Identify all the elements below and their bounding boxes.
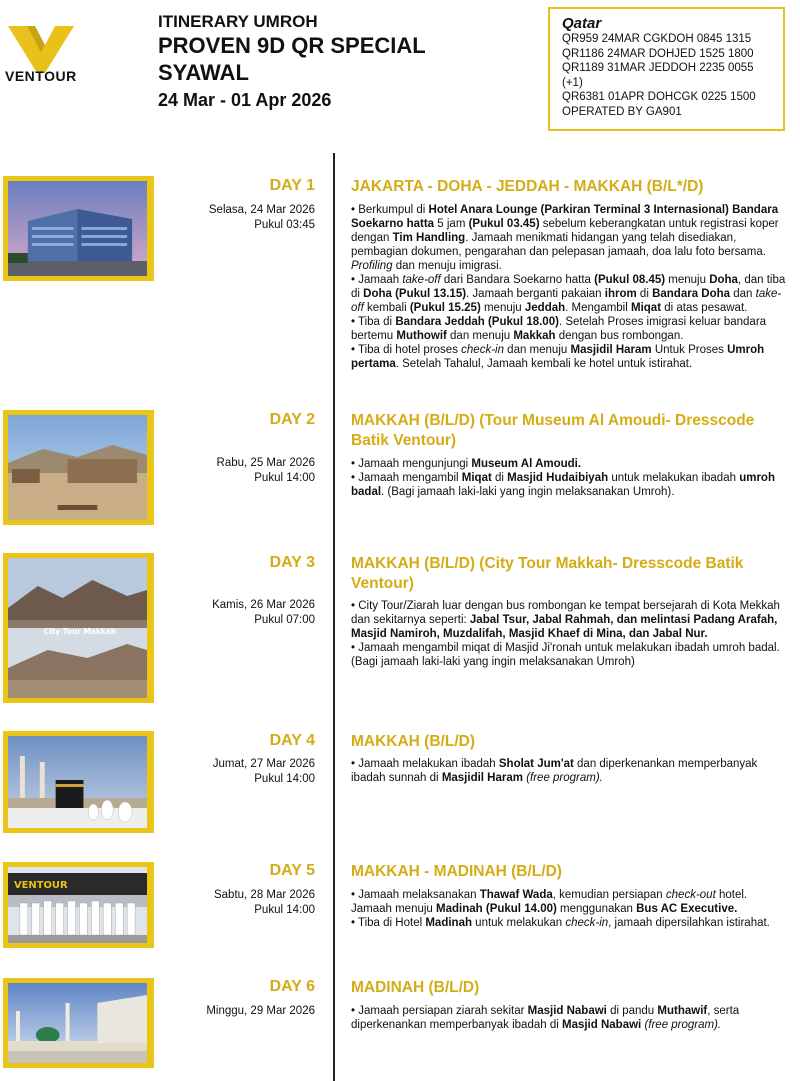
description-text: dan menuju xyxy=(446,330,514,342)
description-text: , jamaah dipersilahkan istirahat. xyxy=(608,917,770,929)
description-text: untuk melakukan ibadah xyxy=(608,472,740,484)
day-time: Pukul 03:45 xyxy=(254,219,315,231)
day-6-description xyxy=(351,1004,791,1032)
description-paragraph xyxy=(351,757,791,785)
flight-line: OPERATED BY GA901 xyxy=(562,105,682,118)
description-text: (Pukul 03.45) xyxy=(468,218,540,230)
header-date-range: 24 Mar - 01 Apr 2026 xyxy=(158,90,332,110)
description-text: Profiling xyxy=(351,260,393,272)
description-text: • Tiba di hotel proses xyxy=(351,344,462,356)
day-2-description xyxy=(351,457,791,499)
day-5-title: MAKKAH - MADINAH (B/L/D) xyxy=(351,863,562,880)
description-paragraph xyxy=(351,1004,791,1032)
description-text: ihrom xyxy=(604,288,637,300)
day-date: Sabtu, 28 Mar 2026 xyxy=(213,889,315,901)
day-date: Selasa, 24 Mar 2026 xyxy=(208,204,315,216)
description-text: Museum Al Amoudi. xyxy=(471,458,582,470)
description-text: Untuk Proses xyxy=(651,344,728,356)
description-text: Masjidil Haram xyxy=(570,344,652,356)
description-paragraph xyxy=(351,273,791,315)
day-4-photo xyxy=(3,731,154,833)
description-text: sebelum keberangkatan untuk registrasi koper dengan xyxy=(351,218,779,244)
header-line-2: PROVEN 9D QR SPECIAL xyxy=(158,33,426,58)
day-3-photo xyxy=(3,553,154,703)
description-text: check-out xyxy=(665,889,716,901)
description-text: • Jamaah xyxy=(351,274,403,286)
description-text: . Setelah Proses imigrasi keluar bandara bertemu xyxy=(351,316,767,342)
description-text: (free program). xyxy=(526,772,603,784)
description-text: umroh badal xyxy=(351,472,775,498)
flight-info-box xyxy=(548,7,785,131)
description-text: dengan bus rombongan. xyxy=(555,330,684,342)
airline-name: Qatar xyxy=(562,15,602,32)
day-4-label: DAY 4 xyxy=(269,732,315,749)
photo-caption: VENTOUR xyxy=(13,879,68,892)
description-text: di xyxy=(636,288,653,300)
day-date: Rabu, 25 Mar 2026 xyxy=(216,457,315,469)
day-2-photo xyxy=(3,410,154,525)
photo-caption: City Tour Makkah xyxy=(43,626,117,637)
description-text: • Tiba di Hotel xyxy=(351,917,426,929)
description-text: menggunakan xyxy=(556,903,637,915)
day-date: Minggu, 29 Mar 2026 xyxy=(206,1005,315,1017)
day-5-label: DAY 5 xyxy=(269,862,315,879)
description-text: Doha (Pukul 13.15) xyxy=(363,288,467,300)
day-6-label: DAY 6 xyxy=(269,978,315,995)
day-2-label: DAY 2 xyxy=(269,411,315,428)
description-text: dan diperkenankan memperbanyak ibadah sunnah di xyxy=(351,758,758,784)
day-3-description xyxy=(351,599,791,669)
description-text: • Jamaah mengunjungi xyxy=(351,458,472,470)
flight-line: QR6381 01APR DOHCGK 0225 1500 xyxy=(562,91,756,103)
description-paragraph xyxy=(351,203,791,273)
description-text: Tim Handling xyxy=(392,232,466,244)
flight-line: QR1186 24MAR DOHJED 1525 1800 xyxy=(562,47,754,60)
day-2-date xyxy=(217,456,315,486)
day-time: Pukul 14:00 xyxy=(254,773,315,785)
day-1-label: DAY 1 xyxy=(269,177,315,194)
description-paragraph xyxy=(351,599,791,641)
day-3-label: DAY 3 xyxy=(269,554,315,571)
day-time: Pukul 14:00 xyxy=(254,472,315,484)
description-text: dan menuju xyxy=(503,344,571,356)
description-text: take-off xyxy=(351,288,782,314)
day-6-title: MADINAH (B/L/D) xyxy=(351,979,480,996)
description-text: dari Bandara Soekarno hatta xyxy=(440,274,595,286)
description-text: Bandara Doha xyxy=(652,288,731,300)
day-4-description xyxy=(351,757,791,785)
description-text: Doha xyxy=(709,274,738,286)
description-paragraph xyxy=(351,888,791,916)
description-paragraph xyxy=(351,916,791,930)
description-paragraph xyxy=(351,457,791,471)
description-text: Masjid Hudaibiyah xyxy=(507,472,609,484)
description-text: , dan tiba di xyxy=(351,274,786,300)
description-text: • Jamaah melaksanakan xyxy=(351,889,480,901)
day-5-description xyxy=(351,888,791,930)
description-text: di xyxy=(491,472,508,484)
description-text: , kemudian persiapan xyxy=(552,889,666,901)
description-text: , serta diperkenankan memperbanyak ibadah di xyxy=(351,1005,740,1031)
description-text: (free program). xyxy=(644,1019,722,1031)
description-text: Masjid Nabawi xyxy=(561,1019,642,1031)
header-line-3: SYAWAL xyxy=(158,60,249,85)
day-1-date xyxy=(209,203,315,233)
header-line-1: ITINERARY UMROH xyxy=(158,12,318,31)
description-text: • Tiba di xyxy=(351,316,396,328)
description-text: Bus AC Executive. xyxy=(636,903,738,915)
day-3-date xyxy=(212,598,315,628)
description-text: • Jamaah melakukan ibadah xyxy=(351,758,499,770)
description-text: di atas pesawat. xyxy=(661,302,748,314)
description-text: . Jamaah menikmati hidangan yang telah disediakan, pembagian dokumen, pengarahan dan pelepasan jamaah, doa lalu foto bersama. xyxy=(351,232,766,258)
flight-line: QR1189 31MAR JEDDOH 2235 0055 xyxy=(562,62,754,74)
description-text: Sholat Jum'at xyxy=(498,758,574,770)
description-text: Bandara Jeddah (Pukul 18.00) xyxy=(395,316,559,328)
description-text: Miqat xyxy=(631,302,662,314)
day-date: Kamis, 26 Mar 2026 xyxy=(212,599,315,611)
description-text: Jeddah xyxy=(524,302,566,314)
day-3-title: MAKKAH (B/L/D) (City Tour Makkah- Dresscode Batik Ventour) xyxy=(351,555,744,592)
description-text: 5 jam xyxy=(434,218,469,230)
description-paragraph xyxy=(351,343,791,371)
day-5-date xyxy=(214,888,315,918)
description-text: Miqat xyxy=(461,472,492,484)
day-1-description xyxy=(351,203,791,371)
day-1-photo xyxy=(3,176,154,281)
description-paragraph xyxy=(351,641,791,669)
flight-line: QR959 24MAR CGKDOH 0845 1315 xyxy=(562,33,752,45)
description-paragraph xyxy=(351,315,791,343)
description-text: kembali xyxy=(363,302,410,314)
description-text: (Pukul 08.45) xyxy=(594,274,666,286)
description-text: Thawaf Wada xyxy=(479,889,553,901)
description-text: check-in xyxy=(565,917,609,929)
itinerary-header xyxy=(158,12,426,112)
description-text: • Jamaah mengambil miqat di Masjid Ji'ronah untuk melakukan ibadah umroh badal. (Bagi jamaah laki-laki yang ingin melaksanakan Umroh) xyxy=(351,642,780,668)
description-text: take-off xyxy=(402,274,441,286)
description-text: . (Bagi jamaah laki-laki yang ingin melaksanakan Umroh). xyxy=(381,486,675,498)
description-text: • Berkumpul di xyxy=(351,204,429,216)
description-text: menuju xyxy=(665,274,710,286)
description-text: Muthawif xyxy=(657,1005,708,1017)
description-text: Jabal Tsur, Jabal Rahmah, dan melintasi Padang Arafah, Masjid Namiroh, Muzdalifah, Masjid Khaef di Mina, dan Jabal Nur. xyxy=(351,614,778,640)
description-text: menuju xyxy=(480,302,525,314)
description-text: untuk melakukan xyxy=(471,917,566,929)
description-text: • Jamaah mengambil xyxy=(351,472,462,484)
description-text: Madinah (Pukul 14.00) xyxy=(436,903,557,915)
flight-line: (+1) xyxy=(562,76,583,89)
description-text: hotel. Jamaah menuju xyxy=(351,889,748,915)
day-2-title: MAKKAH (B/L/D) (Tour Museum Al Amoudi- Dresscode Batik Ventour) xyxy=(351,412,755,449)
timeline-divider xyxy=(333,153,335,1081)
day-4-title: MAKKAH (B/L/D) xyxy=(351,733,475,750)
description-text: dan xyxy=(730,288,756,300)
description-text: Masjid Nabawi xyxy=(527,1005,607,1017)
day-date: Jumat, 27 Mar 2026 xyxy=(212,758,315,770)
day-time: Pukul 07:00 xyxy=(254,614,315,626)
day-1-title: JAKARTA - DOHA - JEDDAH - MAKKAH (B/L*/D) xyxy=(351,178,704,195)
description-text: Umroh pertama xyxy=(351,344,765,370)
description-text: Hotel Anara Lounge (Parkiran Terminal 3 Internasional) Bandara Soekarno hatta xyxy=(351,204,779,230)
description-text: Madinah xyxy=(425,917,472,929)
brand-name: VENTOUR xyxy=(5,68,77,84)
day-5-photo xyxy=(3,862,154,948)
description-paragraph xyxy=(351,471,791,499)
day-4-date xyxy=(213,757,315,787)
description-text: dan menuju imigrasi. xyxy=(392,260,502,272)
description-text: Makkah xyxy=(513,330,556,342)
description-text: check-in xyxy=(461,344,504,356)
description-text: . Setelah Tahalul, Jamaah kembali ke hotel untuk istirahat. xyxy=(395,358,693,370)
description-text: • Jamaah persiapan ziarah sekitar xyxy=(351,1005,528,1017)
description-text: . Jamaah berganti pakaian xyxy=(466,288,605,300)
day-time: Pukul 14:00 xyxy=(254,904,315,916)
description-text: . Mengambil xyxy=(565,302,631,314)
description-text: Masjidil Haram xyxy=(441,772,523,784)
description-text: Muthowif xyxy=(396,330,447,342)
description-text: • City Tour/Ziarah luar dengan bus rombongan ke tempat bersejarah di Kota Mekkah dan sekitarnya seperti: xyxy=(351,600,780,626)
day-6-photo xyxy=(3,978,154,1068)
day-6-date xyxy=(206,1004,315,1019)
description-text: (Pukul 15.25) xyxy=(409,302,481,314)
description-text: di pandu xyxy=(606,1005,658,1017)
